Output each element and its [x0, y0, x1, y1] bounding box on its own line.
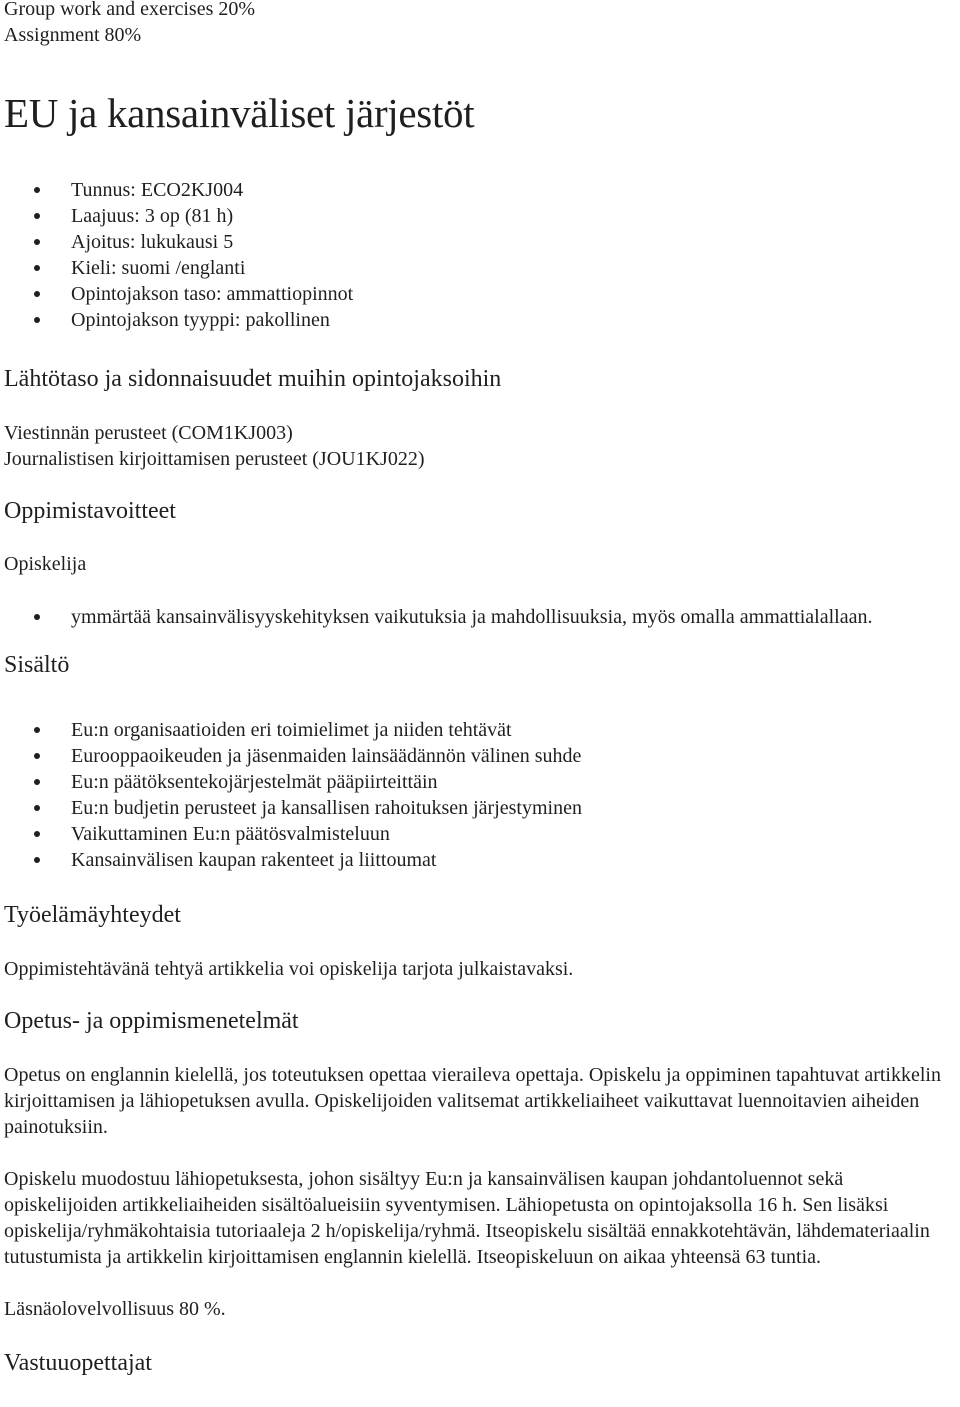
bullet-icon: [34, 727, 40, 733]
working-life-heading: Työelämäyhteydet: [4, 902, 181, 928]
list-item: Tunnus: ECO2KJ004: [71, 177, 956, 203]
content-heading: Sisältö: [4, 652, 70, 678]
attendance-requirement: Läsnäolovelvollisuus 80 %.: [4, 1298, 226, 1320]
grading-group-work: Group work and exercises 20%: [4, 0, 256, 20]
responsible-teachers-heading: Vastuuopettajat: [4, 1350, 152, 1376]
prerequisite-line: Journalistisen kirjoittamisen perusteet (JOU1KJ022): [4, 448, 425, 470]
prerequisites-heading: Lähtötaso ja sidonnaisuudet muihin opintojaksoihin: [4, 366, 502, 392]
bullet-icon: [34, 213, 40, 219]
objectives-subject: Opiskelija: [4, 553, 87, 575]
list-item: Opintojakson taso: ammattiopinnot: [71, 281, 956, 307]
list-item: Eu:n budjetin perusteet ja kansallisen rahoituksen järjestyminen: [71, 795, 956, 821]
list-item: Kansainvälisen kaupan rakenteet ja liittoumat: [71, 847, 956, 873]
grading-assignment: Assignment 80%: [4, 24, 142, 46]
objectives-list: [4, 604, 956, 630]
bullet-icon: [34, 831, 40, 837]
course-title: EU ja kansainväliset järjestöt: [4, 90, 475, 136]
list-item: Ajoitus: lukukausi 5: [71, 229, 956, 255]
bullet-icon: [34, 291, 40, 297]
prerequisite-line: Viestinnän perusteet (COM1KJ003): [4, 422, 293, 444]
bullet-icon: [34, 317, 40, 323]
working-life-text: Oppimistehtävänä tehtyä artikkelia voi opiskelija tarjota julkaistavaksi.: [4, 958, 574, 980]
bullet-icon: [34, 857, 40, 863]
content-list: [4, 717, 956, 873]
objectives-heading: Oppimistavoitteet: [4, 498, 176, 524]
list-item: Vaikuttaminen Eu:n päätösvalmisteluun: [71, 821, 956, 847]
list-item: Eurooppaoikeuden ja jäsenmaiden lainsäädännön välinen suhde: [71, 743, 956, 769]
methods-paragraph-1: Opetus on englannin kielellä, jos toteutuksen opettaa vieraileva opettaja. Opiskelu ja oppiminen tapahtuvat artikkelin kirjoittamisen ja lähiopetuksen avulla. Opiskelijoiden valitsemat artikkeliaiheet vaikuttavat luennoitavien aiheiden painotuksiin.: [4, 1064, 941, 1138]
bullet-icon: [34, 239, 40, 245]
prerequisites-text: [4, 420, 956, 472]
list-item: Kieli: suomi /englanti: [71, 255, 956, 281]
document-page: [4, 0, 956, 1378]
list-item: Laajuus: 3 op (81 h): [71, 203, 956, 229]
methods-paragraph-2: Opiskelu muodostuu lähiopetuksesta, johon sisältyy Eu:n ja kansainvälisen kaupan johdantoluennot sekä opiskelijoiden artikkeliaiheiden sisältöalueisiin syventymisen. Lähiopetusta on opintojaksolla 16 h. Sen lisäksi opiskelija/ryhmäkohtaisia tutoriaaleja 2 h/opiskelija/ryhmä. Itseopiskelu sisältää ennakkotehtävän, lähdemateriaalin tutustumista ja artikkelin kirjoittamisen englannin kielellä. Itseopiskeluun on aikaa yhteensä 63 tuntia.: [4, 1168, 930, 1268]
bullet-icon: [34, 753, 40, 759]
methods-heading: Opetus- ja oppimismenetelmät: [4, 1008, 299, 1034]
list-item: ymmärtää kansainvälisyyskehityksen vaikutuksia ja mahdollisuuksia, myös omalla ammattialallaan.: [71, 604, 956, 630]
bullet-icon: [34, 265, 40, 271]
bullet-icon: [34, 779, 40, 785]
bullet-icon: [34, 614, 40, 620]
list-item: Opintojakson tyyppi: pakollinen: [71, 307, 956, 333]
bullet-icon: [34, 187, 40, 193]
course-meta-list: [4, 177, 956, 333]
list-item: Eu:n organisaatioiden eri toimielimet ja niiden tehtävät: [71, 717, 956, 743]
list-item: Eu:n päätöksentekojärjestelmät pääpiirteittäin: [71, 769, 956, 795]
bullet-icon: [34, 805, 40, 811]
